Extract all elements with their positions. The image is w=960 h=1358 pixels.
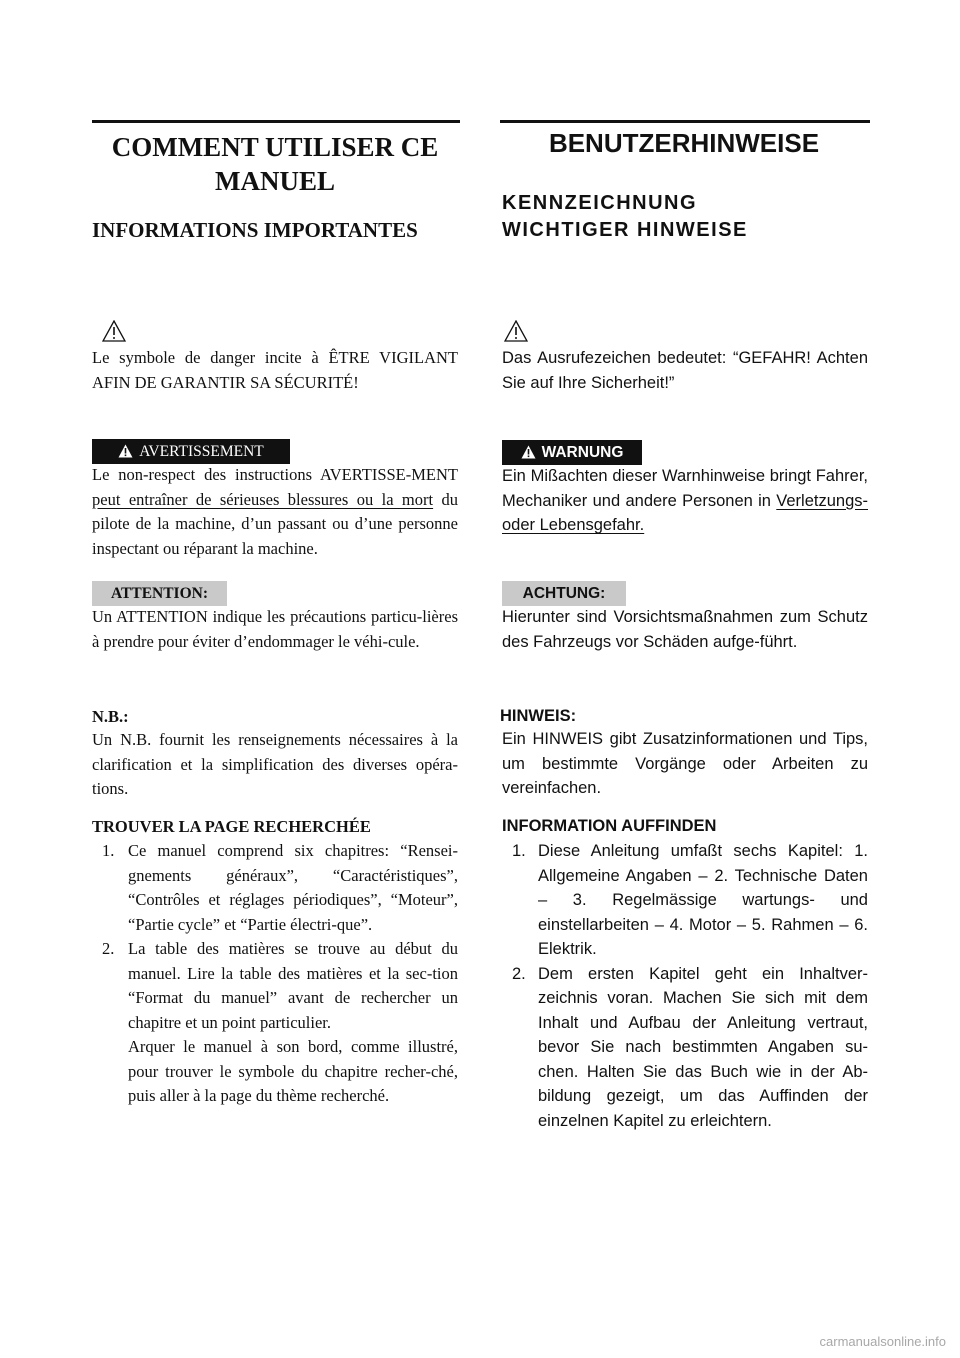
right-find-heading: INFORMATION AUFFINDEN	[502, 817, 717, 835]
left-title: COMMENT UTILISER CE MANUEL	[111, 132, 439, 196]
left-danger-text: Le symbole de danger incite à ÊTRE VIGILANT AFIN DE GARANTIR SA SÉCURITÉ!	[92, 348, 458, 392]
right-danger-text: Das Ausrufezeichen bedeutet: “GEFAHR! Achten Sie auf Ihre Sicherheit!”	[502, 349, 868, 392]
footer-watermark: carmanualsonline.info	[819, 1334, 946, 1349]
right-subtitle	[502, 190, 748, 244]
left-note-text: Un N.B. fournit les renseignements nécessaires à la clarification et la simplification des diverses opéra-tions.	[92, 730, 458, 798]
danger-triangle-icon	[102, 320, 126, 342]
right-warning-text	[502, 464, 868, 538]
left-find-list	[92, 839, 458, 1109]
left-caution-text: Un ATTENTION indique les précautions particu-lières à prendre pour éviter d’endommager le véhi-cule.	[92, 607, 458, 651]
list-item: 2. La table des matières se trouve au début du manuel. Lire la table des matières et la sec-tion “Format du manuel” avant de rechercher un chapitre et un point particulier.	[102, 939, 458, 1032]
left-find-heading: TROUVER LA PAGE RECHERCHÉE	[92, 817, 371, 836]
left-warning-text-a: Le non-respect des instructions AVERTISSE-MENT	[92, 465, 458, 484]
warning-icon	[118, 444, 133, 458]
right-warning-text-underlined: Verletzungs- oder Lebensgefahr.	[502, 491, 868, 534]
left-warning-badge	[92, 439, 290, 464]
right-warning-text-a: Ein Mißachten dieser Warnhinweise bringt Fahrer, Mechaniker und andere Personen in	[502, 467, 868, 510]
list-item: Arquer le manuel à son bord, comme illustré, pour trouver le symbole du chapitre recher-ché, puis aller à la page du thème recherché.	[128, 1037, 458, 1105]
left-note-heading: N.B.:	[92, 707, 129, 726]
left-warning-text-underlined: peut entraîner de sérieuses blessures ou la mort	[92, 489, 434, 509]
left-top-rule	[92, 120, 460, 123]
right-caution-text: Hierunter sind Vorsichtsmaßnahmen zum Schutz des Fahrzeugs vor Schäden aufge-führt.	[502, 608, 868, 651]
left-subtitle: INFORMATIONS IMPORTANTES	[92, 218, 418, 242]
right-note-heading: HINWEIS:	[500, 707, 577, 725]
right-caution-badge: ACHTUNG:	[502, 581, 626, 606]
left-warning-text	[92, 463, 458, 561]
list-item: 1. Ce manuel comprend six chapitres: “Rensei-gnements généraux”, “Caractéristiques”, “Contrôles et réglages périodiques”, “Moteur”, “Partie cycle” et “Partie électri-que”.	[102, 841, 458, 934]
right-title: BENUTZERHINWEISE	[548, 128, 820, 158]
danger-triangle-icon	[504, 320, 528, 342]
right-warning-label: WARNUNG	[541, 444, 624, 461]
left-warning-label: AVERTISSEMENT	[139, 443, 264, 460]
right-warning-badge	[502, 440, 642, 465]
left-caution-badge: ATTENTION:	[92, 581, 227, 606]
right-subtitle-line-1: KENNZEICHNUNG	[502, 192, 698, 214]
right-find-list	[502, 839, 868, 1133]
left-warning-text-b: du pilote de la machine, d’un passant ou d’une personne inspectant ou réparant la machine.	[92, 489, 459, 558]
list-item: 2. Dem ersten Kapitel geht ein Inhaltver-zeichnis voran. Machen Sie sich mit dem Inhalt und Aufbau der Anleitung vertraut, bevor Sie nach bestimmten Angaben su-chen. Halten Sie das Buch wie in der Ab-bildung gezeigt, um das Auffinden der einzelnen Kapitel zu erleichtern.	[512, 964, 868, 1130]
list-item: 1. Diese Anleitung umfaßt sechs Kapitel: 1. Allgemeine Angaben – 2. Technische Daten – 3. Regelmässige wartungs- und einstellarbeiten – 4. Motor – 5. Rahmen – 6. Elektrik.	[512, 842, 868, 958]
right-note-text: Ein HINWEIS gibt Zusatzinformationen und Tips, um bestimmte Vorgänge oder Arbeiten zu vereinfachen.	[502, 730, 868, 797]
warning-icon	[521, 445, 536, 459]
right-top-rule	[500, 120, 870, 123]
right-subtitle-line-2: WICHTIGER HINWEISE	[502, 219, 748, 241]
